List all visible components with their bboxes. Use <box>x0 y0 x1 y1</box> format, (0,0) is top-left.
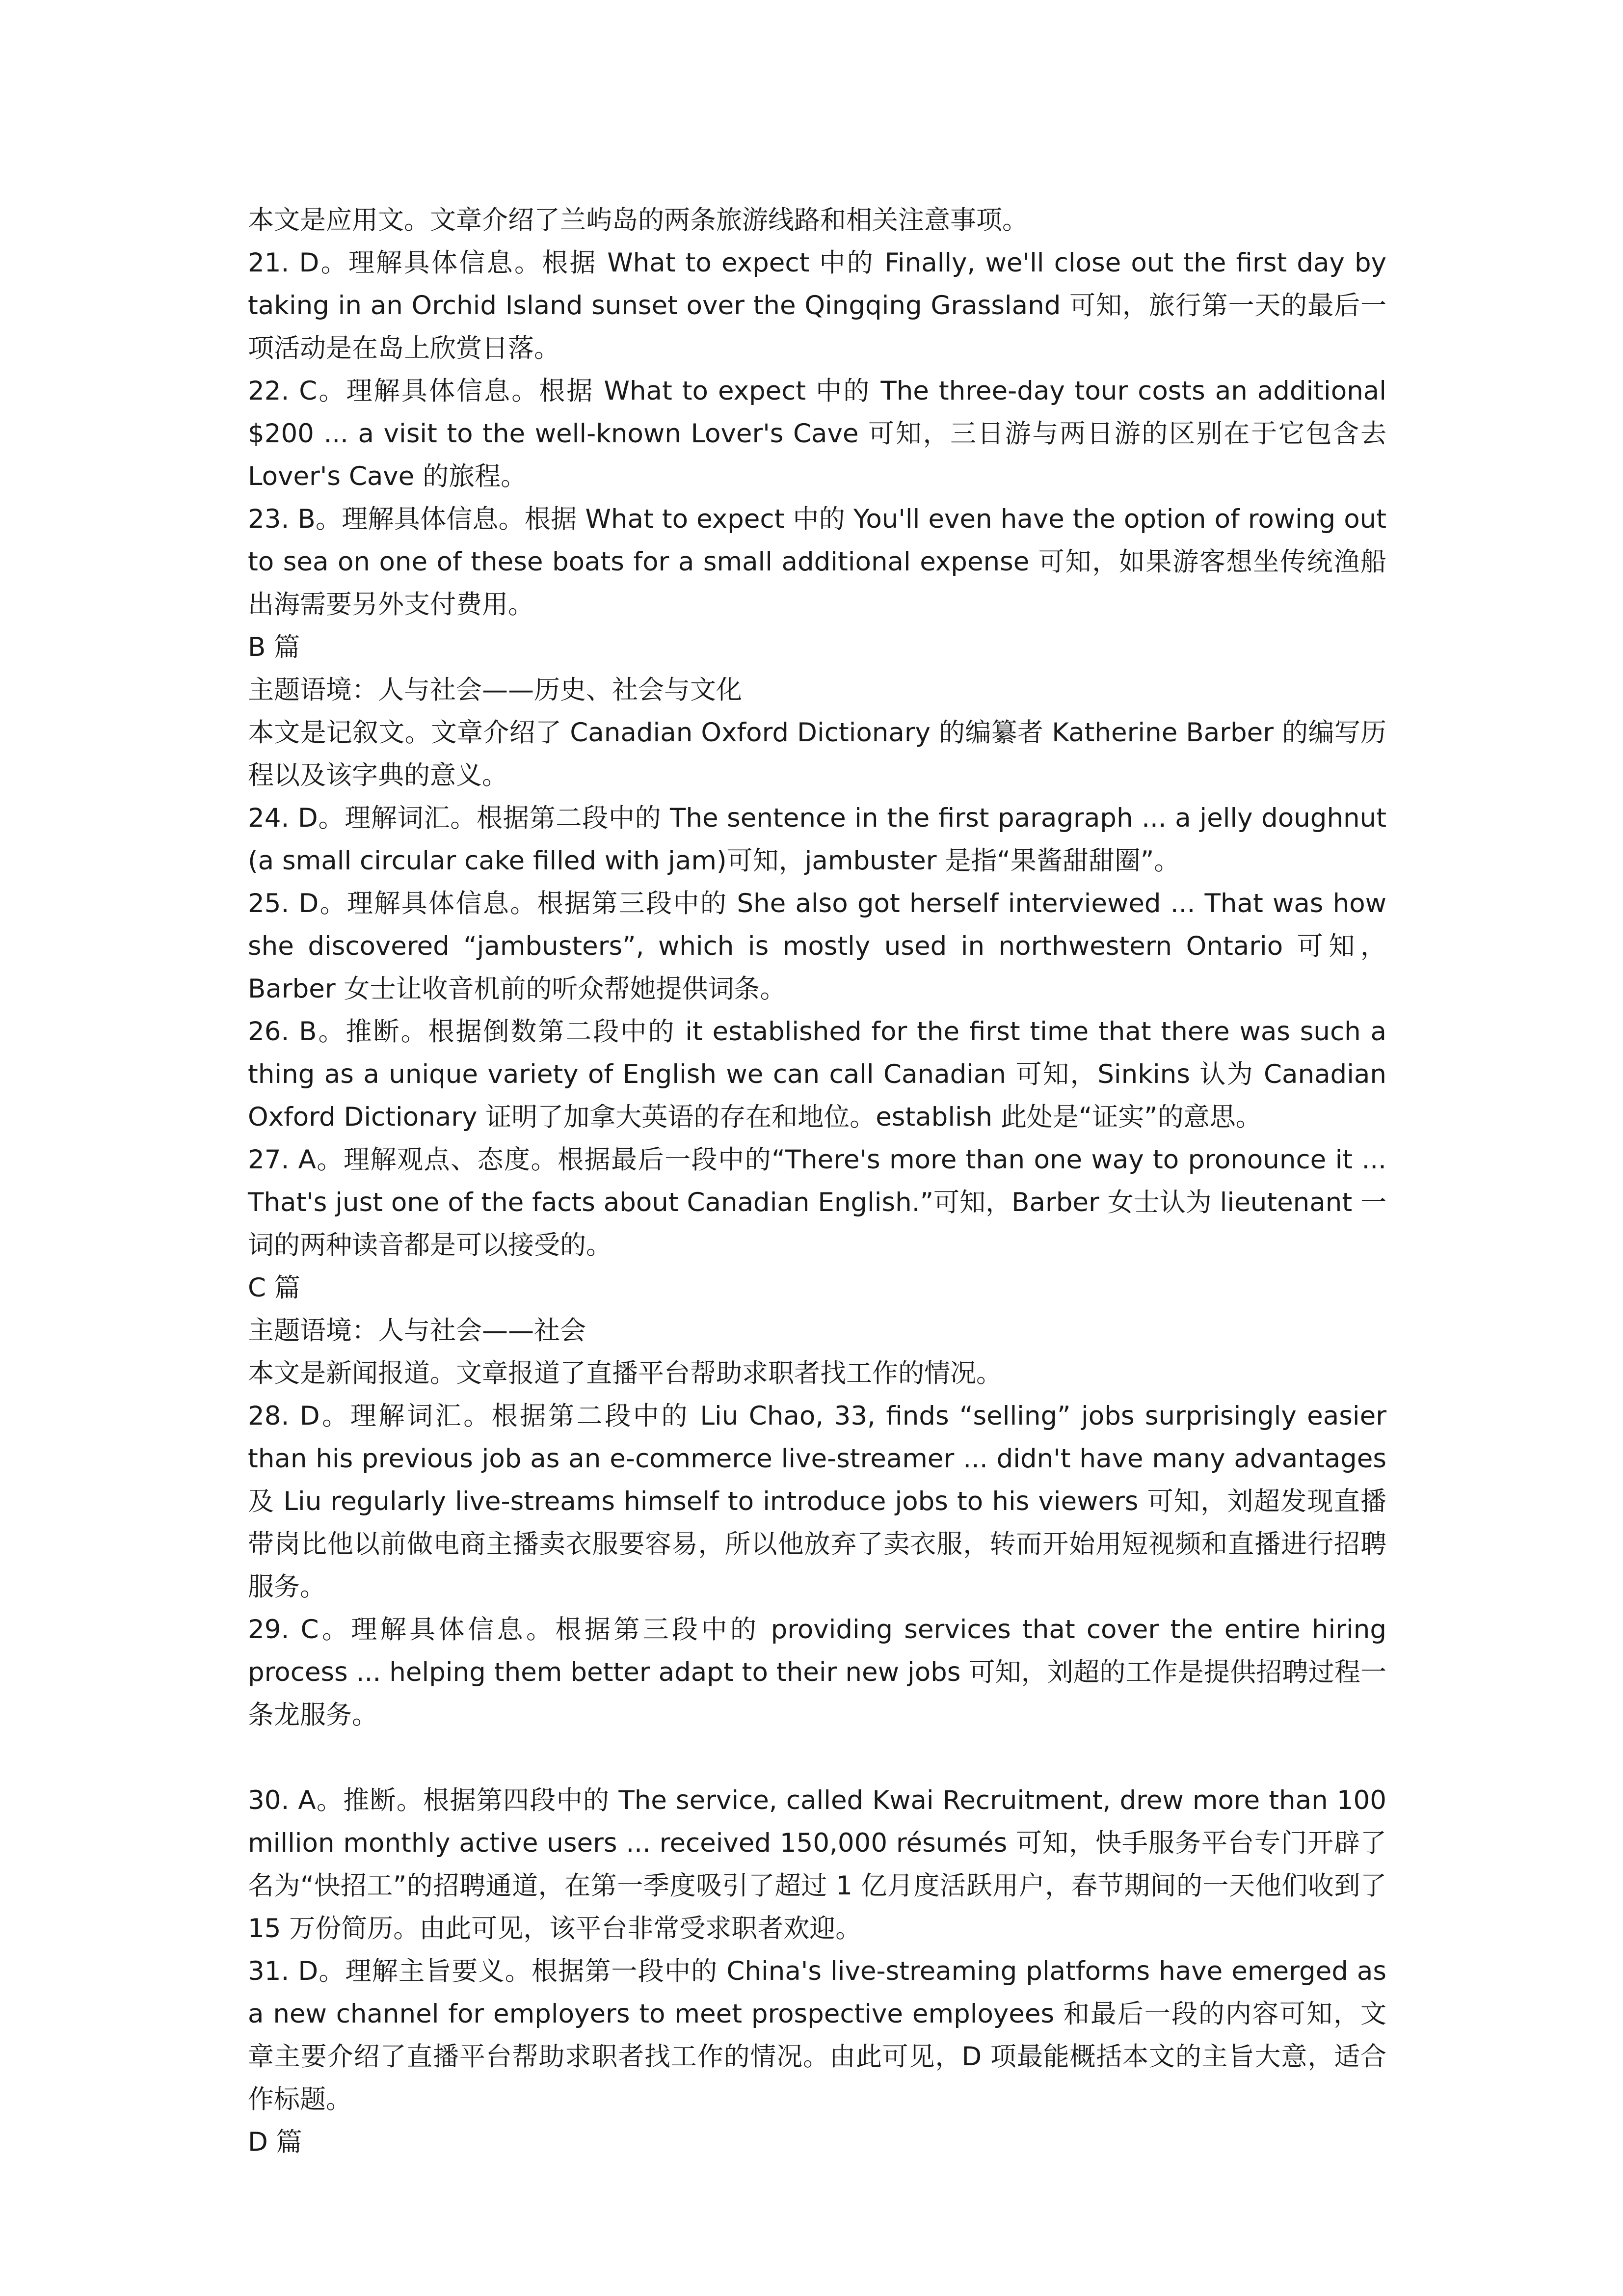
section-heading-d: D 篇 <box>248 2127 302 2157</box>
section-heading-c: C 篇 <box>248 1273 300 1303</box>
paragraph-c-intro: 本文是新闻报道。文章报道了直播平台帮助求职者找工作的情况。 <box>248 1358 1002 1388</box>
blank-line <box>248 1736 1386 1779</box>
paragraph-answer-21: 21. D。理解具体信息。根据 What to expect 中的 Finally, we'll close out the first day by taking in an Orchid Island sunset over the Qingqing Grassland 可知，旅行第一天的最后一项活动是在岛上欣赏日落。 <box>248 248 1386 363</box>
paragraph-answer-27: 27. A。理解观点、态度。根据最后一段中的“There's more than one way to pronounce it ... That's just one of the facts about Canadian English.”可知，Barber 女士认为 lieutenant 一词的两种读音都是可以接受的。 <box>248 1145 1386 1260</box>
paragraph-answer-22: 22. C。理解具体信息。根据 What to expect 中的 The three-day tour costs an additional $200 ... a visit to the well-known Lover's Cave 可知，三日游与两日游的区别在于它包含去 Lover's Cave 的旅程。 <box>248 376 1386 491</box>
paragraph-b-intro: 本文是记叙文。文章介绍了 Canadian Oxford Dictionary 的编纂者 Katherine Barber 的编写历程以及该字典的意义。 <box>248 718 1386 790</box>
paragraph-answer-26: 26. B。推断。根据倒数第二段中的 it established for the first time that there was such a thing as a unique variety of English we can call Canadian 可知，Sinkins 认为 Canadian Oxford Dictionary 证明了加拿大英语的存在和地位。establish 此处是“证实”的意思。 <box>248 1017 1386 1132</box>
paragraph-a-intro: 本文是应用文。文章介绍了兰屿岛的两条旅游线路和相关注意事项。 <box>248 205 1028 235</box>
paragraph-answer-25: 25. D。理解具体信息。根据第三段中的 She also got herself interviewed ... That was how she discovered “jambusters”, which is mostly used in northwestern Ontario 可知，Barber 女士让收音机前的听众帮她提供词条。 <box>248 889 1386 1004</box>
paragraph-answer-31: 31. D。理解主旨要义。根据第一段中的 China's live-streaming platforms have emerged as a new channel for employers to meet prospective employees 和最后一段的内容可知，文章主要介绍了直播平台帮助求职者找工作的情况。由此可见，D 项最能概括本文的主旨大意，适合作标题。 <box>248 1956 1386 2114</box>
section-heading-b: B 篇 <box>248 632 300 662</box>
paragraph-answer-23: 23. B。理解具体信息。根据 What to expect 中的 You'll even have the option of rowing out to sea on one of these boats for a small additional expense 可知，如果游客想坐传统渔船出海需要另外支付费用。 <box>248 504 1386 620</box>
paragraph-b-theme: 主题语境：人与社会——历史、社会与文化 <box>248 675 742 705</box>
paragraph-answer-24: 24. D。理解词汇。根据第二段中的 The sentence in the first paragraph ... a jelly doughnut (a small circular cake filled with jam)可知，jambuster 是指“果酱甜甜圈”。 <box>248 803 1386 876</box>
paragraph-answer-28: 28. D。理解词汇。根据第二段中的 Liu Chao, 33, finds “selling” jobs surprisingly easier than his previous job as an e-commerce live-streamer ... didn't have many advantages 及 Liu regularly live-streams himself to introduce jobs to his viewers 可知，刘超发现直播带岗比他以前做电商主播卖衣服要容易，所以他放弃了卖衣服，转而开始用短视频和直播进行招聘服务。 <box>248 1401 1386 1602</box>
answer-explanation-page <box>248 199 1386 2163</box>
paragraph-c-theme: 主题语境：人与社会——社会 <box>248 1316 586 1346</box>
paragraph-answer-30: 30. A。推断。根据第四段中的 The service, called Kwai Recruitment, drew more than 100 million monthly active users ... received 150,000 résumés 可知，快手服务平台专门开辟了名为“快招工”的招聘通道，在第一季度吸引了超过 1 亿月度活跃用户，春节期间的一天他们收到了 15 万份简历。由此可见，该平台非常受求职者欢迎。 <box>248 1785 1386 1944</box>
paragraph-answer-29: 29. C。理解具体信息。根据第三段中的 providing services that cover the entire hiring process ... helping them better adapt to their new jobs 可知，刘超的工作是提供招聘过程一条龙服务。 <box>248 1615 1386 1730</box>
